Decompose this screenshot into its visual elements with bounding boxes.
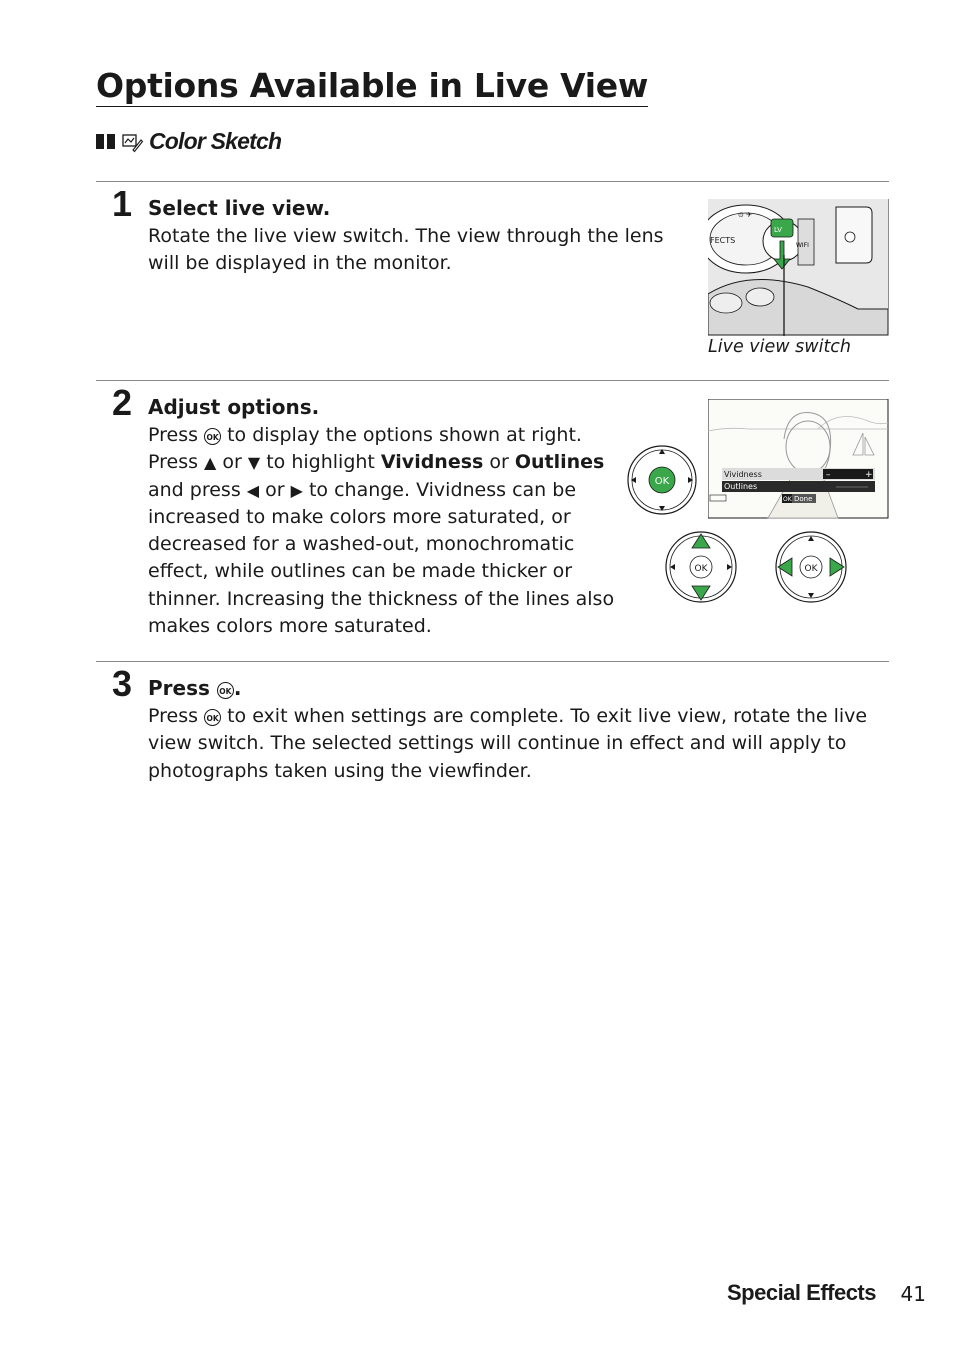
- body-line: photographs taken using the viewfinder.: [148, 759, 532, 782]
- menu-row-outlines: Outlines: [724, 482, 758, 491]
- divider: [96, 181, 889, 182]
- color-sketch-icon: [121, 131, 143, 153]
- body-line: increased to make colors more saturated, or: [148, 505, 571, 528]
- page-title: Options Available in Live View: [96, 66, 649, 105]
- multi-selector-left-right-icon: [774, 530, 848, 604]
- svg-text:LV: LV: [774, 226, 782, 234]
- right-arrow-icon: ▶: [290, 480, 303, 500]
- body-line: and press ◀ or ▶ to change. Vividness can be: [148, 478, 577, 501]
- divider: [96, 661, 889, 662]
- live-view-switch-illustration: [708, 199, 889, 336]
- multi-selector-up-down-icon: [664, 530, 738, 604]
- step-body: [148, 703, 878, 785]
- ok-button-icon: OK: [217, 682, 234, 699]
- step-heading: Select live view.: [148, 196, 331, 220]
- divider: [96, 380, 889, 381]
- svg-text:OK: OK: [804, 564, 818, 574]
- body-line: Press OK to display the options shown at right.: [148, 424, 582, 446]
- body-line: view switch. The selected settings will continue in effect and will apply to: [148, 732, 847, 755]
- body-line: thinner. Increasing the thickness of the lines also: [148, 587, 615, 610]
- ok-button-icon: OK: [204, 709, 221, 726]
- svg-text:+: +: [865, 470, 873, 480]
- step-number: 1: [112, 183, 133, 224]
- svg-text:OK: OK: [694, 564, 708, 574]
- multi-selector-ok-icon: [626, 444, 698, 516]
- vividness-term: Vividness: [380, 451, 484, 474]
- svg-text:OK: OK: [654, 476, 670, 487]
- step-heading: Press OK .: [148, 676, 242, 700]
- figure-caption: Live view switch: [708, 337, 852, 357]
- ok-button-icon: OK: [204, 428, 221, 445]
- down-arrow-icon: ▼: [247, 453, 261, 473]
- body-line: Press OK to exit when settings are complete. To exit live view, rotate the live: [148, 705, 868, 727]
- footer-section-title: Special Effects: [726, 1280, 876, 1305]
- step-body: [148, 422, 618, 640]
- left-arrow-icon: ◀: [246, 480, 260, 500]
- up-arrow-icon: ▲: [204, 453, 217, 473]
- outlines-term: Outlines: [514, 451, 605, 474]
- section-subheading: [96, 128, 281, 155]
- options-menu-screen: [708, 399, 889, 519]
- step-number: 3: [112, 663, 133, 704]
- body-line: decreased for a washed-out, monochromatic: [148, 533, 575, 556]
- subheading-label: Color Sketch: [149, 128, 282, 154]
- menu-row-vividness: Vividness: [724, 470, 762, 479]
- body-line: effect, while outlines can be made thicker or: [148, 560, 573, 583]
- svg-text:WIFI: WIFI: [796, 242, 809, 249]
- step-body: Rotate the live view switch. The view through the lens will be displayed in the monitor.: [148, 225, 664, 275]
- step-heading: Adjust options.: [148, 395, 320, 419]
- page-number: 41: [900, 1282, 926, 1306]
- svg-text:⊙ ✈: ⊙ ✈: [738, 211, 752, 219]
- menu-done-label: Done: [794, 495, 813, 503]
- body-line: makes colors more saturated.: [148, 615, 432, 638]
- step-number: 2: [112, 382, 133, 423]
- menu-ok-label: OK: [783, 496, 792, 503]
- svg-text:FECTS: FECTS: [710, 236, 736, 245]
- svg-text:–: –: [826, 470, 831, 480]
- section-marker-icon: [96, 134, 115, 149]
- body-line: Press ▲ or ▼ to highlight Vividness or Outlines: [148, 451, 605, 474]
